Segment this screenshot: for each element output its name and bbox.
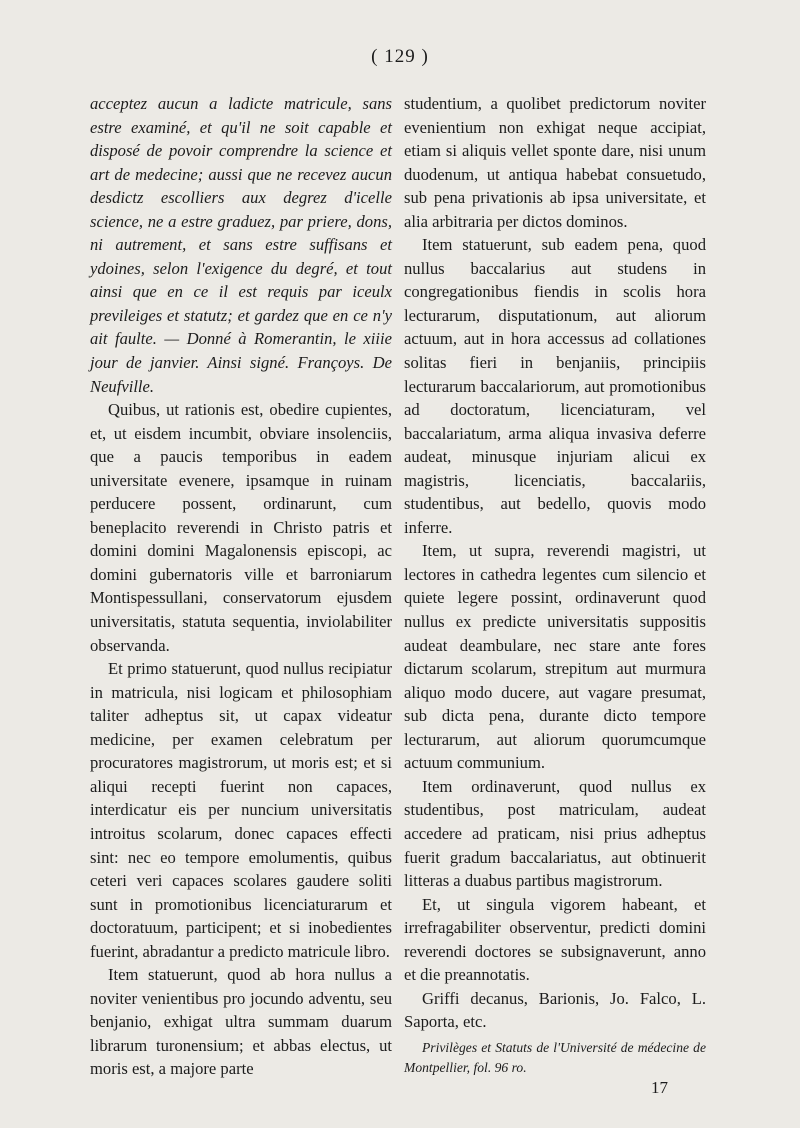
signatories: Griffi decanus, Barionis, Jo. Falco, L. Saporta, etc.: [404, 988, 706, 1032]
page-number: ( 129 ): [371, 46, 429, 67]
statute-weapons: Item statuerunt, sub eadem pena, quod nullus baccalarius aut studens in congregationibus fiendis in scolis hora lecturarum, disputationum, aut aliorum actuum, aut in hora accessus ad collationes solitas fieri in benjaniis, principiis lecturarum baccalariorum, aut promotionibus ad doctoratum, licenciaturam, vel baccalariatum, arma aliqua invasiva deferre audeat, minusque injuriam alicui ex magistris, licenciatis, baccalariis, studentibus, aut bedello, quovis modo inferre.: [404, 235, 706, 537]
royal-letter-conclusion: acceptez aucun a ladicte matricule, sans estre examiné, et qu'il ne soit capable et disposé de povoir comprendre la science et art de medecine; aussi que ne recevez aucun desdictz escolliers aux degrez d'icelle science, ne a estre graduez, par priere, dons, ni autrement, et sans estre suffisans et ydoines, selon l'exigence du degré, et tout ainsi que en ce il est requis par iceulx previleiges et statutz; et gardez que en ce n'y ait faulte. — Donné à Romerantin, le xiiie jour de janvier. Ainsi signé. Françoys. De Neufville.: [90, 94, 392, 396]
statute-practice: Item ordinaverunt, quod nullus ex studentibus, post matriculam, audeat accedere ad praticam, nisi prius adheptus fuerit gradum baccalariatus, aut obtinuerit litteras a duabus partibus magistrorum.: [404, 776, 706, 891]
statute-benjanium-continued: studentium, a quolibet predictorum noviter evenientium non exhigat neque accipiat, etiam si aliquis vellet sponte dare, nisi unum duodenum, ut antiqua habebat consuetudo, sub pena privationis ab ipsa universitate, et alia arbitraria per dictos dominos.: [404, 94, 706, 231]
sheet-number: 17: [651, 1077, 668, 1097]
statute-silence: Item, ut supra, reverendi magistri, ut lectores in cathedra legentes cum silencio et quiete legere possint, ordinaverunt quod nullus ex predicte universitatis suppositis audeat deambulare, nec stare ante fores dictarum scolarum, strepitum aut murmura aliquo modo ducere, aut vagare presumat, sub dicta pena, durante dicto tempore lecturarum, aut aliorum quorumcumque actuum communium.: [404, 541, 706, 773]
statute-preamble: Quibus, ut rationis est, obedire cupientes, et, ut eisdem incumbit, obviare insolenciis, que a paucis temporibus in eadem universitate evenere, ipsamque in ruinam perducere possent, ordinarunt, cum beneplacito reverendi in Christo patris et domini domini Magalonensis episcopi, ac domini gubernatoris ville et barroniarum Montispessullani, conservatorum ejusdem universitatis, statuta sequentia, inviolabiliter observanda.: [90, 400, 392, 655]
statute-benjanium: Item statuerunt, quod ab hora nullus a noviter venientibus pro jocundo adventu, seu benjanio, exhigat ultra summam duarum librarum turonensium; et abbas electus, ut moris est, a majore parte: [90, 965, 392, 1079]
right-column: [404, 92, 706, 1098]
source-reference: Privilèges et Statuts de l'Université de médecine de Montpellier, fol. 96 ro.: [404, 1039, 706, 1075]
left-column: [90, 92, 392, 1081]
statute-ratification: Et, ut singula vigorem habeant, et irrefragabiliter observentur, predicti domini reverendi doctores se subsignaverunt, anno et die preannotatis.: [404, 894, 706, 985]
statute-matricula: Et primo statuerunt, quod nullus recipiatur in matricula, nisi logicam et philosophiam taliter adheptus sit, ut capax videatur medicine, per examen celebratum per procuratores magistrorum, ut moris est; et si aliqui recepti fuerint non capaces, interdicatur eis per nuncium universitatis introitus scolarum, donec capaces effecti sint: nec eo tempore emolumentis, quibus ceteri veri capaces scolares gaudere soliti sunt in promotionibus licenciaturarum et doctoratuum, participent; et si inobedientes fuerint, abradantur a predicto matricule libro.: [90, 659, 392, 961]
